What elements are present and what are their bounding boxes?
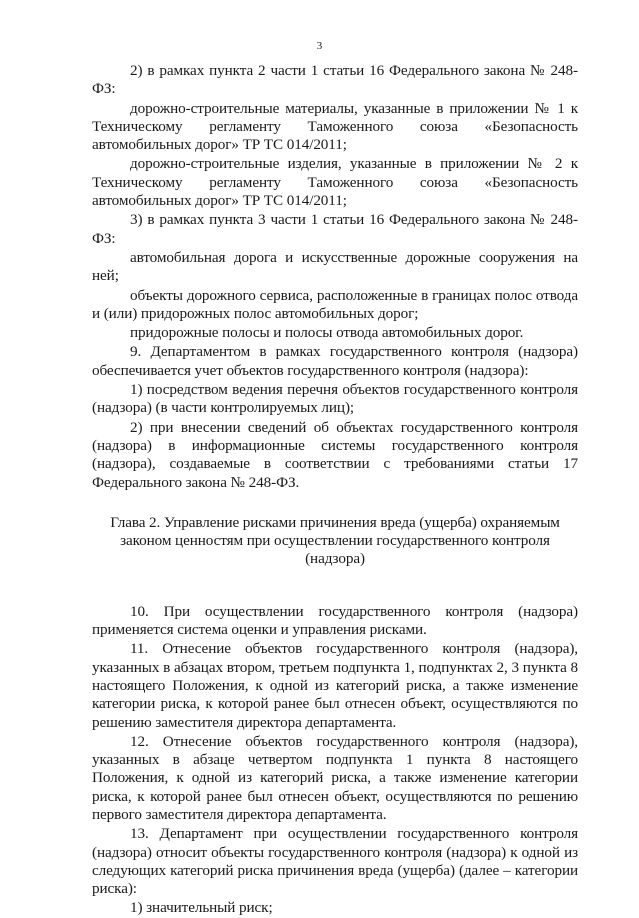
paragraph-13-1: 1) значительный риск;: [130, 899, 273, 917]
page-number: 3: [316, 40, 323, 52]
paragraph-roadside-strips: придорожные полосы и полосы отвода автомобильных дорог.: [130, 324, 524, 342]
paragraph-9: 9. Департаментом в рамках государственного контроля (надзора) обеспечивается учет объектов государственного контроля (надзора):: [92, 343, 578, 379]
paragraph-road-products: дорожно-строительные изделия, указанные в приложении № 2 к Техническому регламенту Таможенного союза «Безопасность автомобильных дорог» ТР ТС 014/2011;: [92, 155, 578, 210]
paragraph-13: 13. Департамент при осуществлении государственного контроля (надзора) относит объекты государственного контроля (надзора) к одной из следующих категорий риска причинения вреда (ущерба) (далее – категории риска):: [92, 825, 578, 898]
chapter-heading-line: Глава 2. Управление рисками причинения вреда (ущерба) охраняемым: [110, 513, 560, 531]
paragraph-9-2: 2) при внесении сведений об объектах государственного контроля (надзора) в информационные системы государственного контроля (надзора), создаваемые в соответствии с требованиями статьи 17 Федерального закона № 248-ФЗ.: [92, 418, 578, 491]
paragraph-9-1: 1) посредством ведения перечня объектов государственного контроля (надзора) (в части контролируемых лиц);: [92, 381, 578, 417]
paragraph-road-service: объекты дорожного сервиса, расположенные в границах полос отвода и (или) придорожных полос автомобильных дорог;: [92, 286, 578, 322]
paragraph-item-3-intro: 3) в рамках пункта 3 части 1 статьи 16 Федерального закона № 248-ФЗ:: [92, 211, 578, 247]
paragraph-11: 11. Отнесение объектов государственного контроля (надзора), указанных в абзацах втором, третьем подпункта 1, подпунктах 2, 3 пункта 8 настоящего Положения, к одной из категорий риска, а также изменение категории риска, к которой ранее был отнесен объект, осуществляются по решению заместителя директора департамента.: [92, 640, 578, 731]
document-body: [92, 62, 578, 918]
paragraph-item-2-intro: 2) в рамках пункта 2 части 1 статьи 16 Федерального закона № 248-ФЗ:: [92, 62, 578, 98]
chapter-heading: [92, 514, 578, 569]
paragraph-road-materials: дорожно-строительные материалы, указанные в приложении № 1 к Техническому регламенту Таможенного союза «Безопасность автомобильных дорог» ТР ТС 014/2011;: [92, 99, 578, 154]
paragraph-highway: автомобильная дорога и искусственные дорожные сооружения на ней;: [92, 248, 578, 285]
chapter-heading-line: (надзора): [305, 550, 365, 568]
chapter-heading-line: законом ценностям при осуществлении государственного контроля: [120, 532, 550, 550]
paragraph-10: 10. При осуществлении государственного контроля (надзора) применяется система оценки и управления рисками.: [92, 602, 578, 639]
paragraph-12: 12. Отнесение объектов государственного контроля (надзора), указанных в абзаце четвертом подпункта 1 пункта 8 настоящего Положения, к одной из категорий риска, а также изменение категории риска, к которой ранее был отнесен объект, осуществляются по решению первого заместителя директора департамента.: [92, 732, 578, 823]
